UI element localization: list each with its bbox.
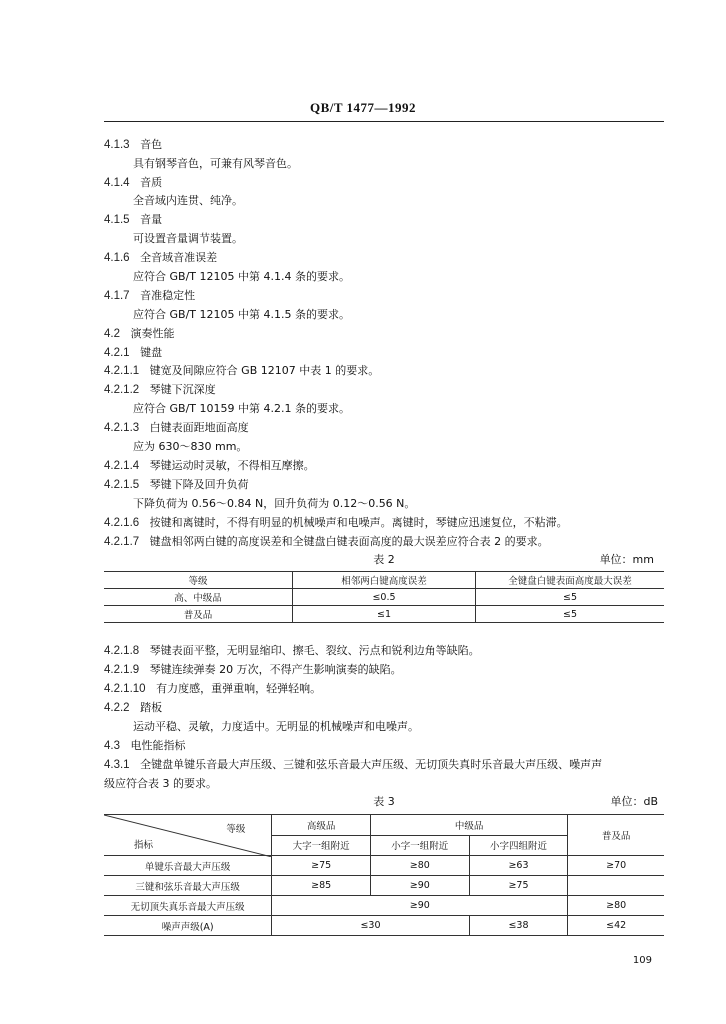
clause-4-1-4: 4.1.4 音质 (104, 176, 163, 189)
clause-4-2-1-5: 4.2.1.5 琴键下降及回升负荷 (104, 478, 249, 491)
table2-cell: ≤1 (293, 606, 476, 623)
table2-cell: 高、中级品 (104, 589, 293, 606)
clause-4-2-1-6: 4.2.1.6 按键和离键时，不得有明显的机械噪声和电噪声。离键时，琴键应迅速复位，不粘滞。 (104, 516, 568, 529)
table3-cell: ≥80 (370, 856, 469, 876)
table3-cell: ≤38 (469, 916, 568, 936)
standard-code-header: QB/T 1477—1992 (309, 100, 417, 115)
table3-corner-cell (104, 815, 272, 856)
clause-4-2-1-3: 4.2.1.3 白键表面距地面高度 (104, 421, 249, 434)
clause-text: 应符合 GB/T 10159 中第 4.2.1 条的要求。 (133, 402, 350, 415)
clause-4-1-3: 4.1.3 音色 (104, 138, 163, 151)
table2-unit: 单位：mm (599, 553, 654, 566)
clause-text: 具有钢琴音色，可兼有风琴音色。 (133, 157, 298, 170)
table3-row-label: 单键乐音最大声压级 (104, 856, 272, 876)
clause-text: 应符合 GB/T 12105 中第 4.1.5 条的要求。 (133, 308, 350, 321)
table3-sub-header: 小字一组附近 (370, 835, 469, 856)
clause-4-2: 4.2 演奏性能 (104, 327, 175, 340)
table2-header: 全键盘白键表面高度最大误差 (476, 572, 665, 589)
clause-text: 全音域内连贯、纯净。 (133, 194, 243, 207)
clause-4-3-1: 4.3.1 全键盘单键乐音最大声压级、三键和弦乐音最大声压级、无切顶失真时乐音最大声压级、噪声声 (104, 758, 603, 771)
clause-text: 运动平稳、灵敏，力度适中。无明显的机械噪声和电噪声。 (133, 720, 419, 733)
table2-header: 等级 (104, 572, 293, 589)
clause-text: 应为 630～830 mm。 (133, 440, 248, 453)
clause-4-2-1-8: 4.2.1.8 琴键表面平整，无明显缩印、擦毛、裂纹、污点和锐利边角等缺陷。 (104, 644, 480, 657)
table3-cell-merged: ≥90 (272, 896, 568, 916)
table2-cell: ≤0.5 (293, 589, 476, 606)
table3-cell: ≥63 (469, 856, 568, 876)
table3-row-label: 噪声声级(A) (104, 916, 272, 936)
clause-4-1-7: 4.1.7 音准稳定性 (104, 289, 196, 302)
clause-4-2-1-2: 4.2.1.2 琴键下沉深度 (104, 383, 216, 396)
table2-cell: 普及品 (104, 606, 293, 623)
table3-row-label: 无切顶失真乐音最大声压级 (104, 896, 272, 916)
clause-4-2-1-9: 4.2.1.9 琴键连续弹奏 20 万次，不得产生影响演奏的缺陷。 (104, 663, 402, 676)
table3-cell: ≥90 (370, 876, 469, 896)
clause-text: 可设置音量调节装置。 (133, 232, 243, 245)
table2-caption: 表 2 (373, 553, 395, 566)
clause-4-2-1-7: 4.2.1.7 键盘相邻两白键的高度误差和全键盘白键表面高度的最大误差应符合表 2 的要求。 (104, 535, 549, 548)
page-number: 109 (632, 955, 652, 966)
table3-group-header: 中级品 (370, 815, 567, 836)
table3-caption: 表 3 (373, 795, 395, 808)
table3-cell: ≥85 (272, 876, 371, 896)
table3-cell: ≥70 (568, 856, 664, 876)
table3-row-label: 三键和弦乐音最大声压级 (104, 876, 272, 896)
diagonal-line (104, 815, 272, 857)
table3-cell: ≤42 (568, 916, 664, 936)
table3-cell: ≥80 (568, 896, 664, 916)
table3-sub-header: 大字一组附近 (272, 835, 371, 856)
table2-cell: ≤5 (476, 589, 665, 606)
table3-group-header: 高级品 (272, 815, 371, 836)
table3-cell: ≥75 (272, 856, 371, 876)
clause-4-3: 4.3 电性能指标 (104, 739, 186, 752)
table-3 (104, 814, 664, 936)
clause-4-2-1-1: 4.2.1.1 键宽及间隙应符合 GB 12107 中表 1 的要求。 (104, 364, 380, 377)
clause-4-1-6: 4.1.6 全音域音准误差 (104, 251, 218, 264)
table3-sub-header: 小字四组附近 (469, 835, 568, 856)
table3-unit: 单位：dB (610, 795, 658, 808)
corner-top-label: 等级 (226, 824, 246, 835)
corner-bottom-label: 指标 (134, 840, 154, 851)
clause-4-2-1: 4.2.1 键盘 (104, 346, 163, 359)
table-2 (104, 571, 664, 623)
clause-4-2-1-4: 4.2.1.4 琴键运动时灵敏，不得相互摩擦。 (104, 459, 315, 472)
clause-text: 下降负荷为 0.56～0.84 N，回升负荷为 0.12～0.56 N。 (133, 497, 416, 510)
table3-cell: ≤30 (272, 916, 469, 936)
clause-4-2-1-10: 4.2.1.10 有力度感，重弹重响，轻弹轻响。 (104, 682, 322, 695)
table3-cell (568, 876, 664, 896)
clause-text: 级应符合表 3 的要求。 (104, 777, 217, 790)
clause-text: 应符合 GB/T 12105 中第 4.1.4 条的要求。 (133, 270, 350, 283)
table3-cell: ≥75 (469, 876, 568, 896)
table2-cell: ≤5 (476, 606, 665, 623)
table3-group-header: 普及品 (568, 815, 664, 856)
clause-4-2-2: 4.2.2 踏板 (104, 701, 163, 714)
table2-header: 相邻两白键高度误差 (293, 572, 476, 589)
clause-4-1-5: 4.1.5 音量 (104, 213, 163, 226)
header-rule (104, 121, 664, 122)
